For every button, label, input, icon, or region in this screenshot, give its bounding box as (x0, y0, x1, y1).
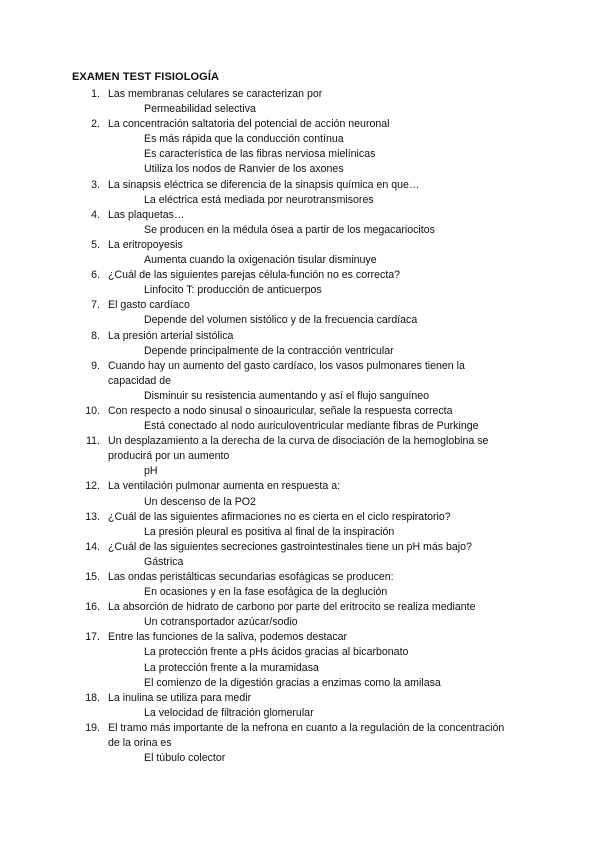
question-line: de la orina es (108, 737, 172, 750)
question-number: 6. (91, 269, 100, 282)
answer-text: Depende del volumen sistólico y de la frecuencia cardíaca (144, 314, 418, 327)
question-number: 17. (85, 631, 100, 644)
question-number: 16. (85, 601, 100, 614)
question-text (72, 329, 542, 344)
question-item (72, 510, 542, 540)
answer-text: En ocasiones y en la fase esofágica de la deglución (144, 586, 388, 599)
question-line: La inulina se utiliza para medir (108, 691, 252, 704)
answer-text: Disminuir su resistencia aumentando y así el flujo sanguíneo (144, 389, 430, 402)
question-line: Las ondas peristálticas secundarias esofágicas se producen: (108, 571, 394, 583)
answer-text: Es más rápida que la conducción contínua (144, 133, 344, 146)
question-item (72, 117, 542, 177)
question-item (72, 178, 542, 208)
question-line: El tramo más importante de la nefrona en cuanto a la regulación de la concentración (108, 721, 505, 734)
answer-text: Un descenso de la PO2 (144, 495, 256, 508)
question-item (72, 268, 542, 298)
answer-text: La velocidad de filtración glomerular (144, 706, 314, 719)
question-text (72, 178, 542, 193)
question-line: La presión arterial sistólica (108, 329, 234, 342)
question-text (72, 540, 542, 555)
question-number: 4. (91, 208, 100, 221)
question-item (72, 238, 542, 268)
answer-text: Gástrica (144, 555, 184, 568)
question-text (72, 87, 542, 102)
question-text (72, 600, 542, 615)
question-line: ¿Cuál de las siguientes secreciones gastrointestinales tiene un pH más bajo? (108, 540, 472, 553)
question-number: 15. (85, 571, 100, 583)
question-text (72, 510, 542, 525)
question-item (72, 630, 542, 690)
question-item (72, 208, 542, 238)
answer-text: Permeabilidad selectiva (144, 103, 256, 116)
question-line: Cuando hay un aumento del gasto cardíaco, los vasos pulmonares tienen la (108, 359, 465, 372)
question-line: La concentración saltatoria del potencial de acción neuronal (108, 118, 390, 131)
question-number: 3. (91, 178, 100, 191)
question-line: Las plaquetas… (108, 208, 185, 221)
answer-text: Está conectado al nodo auriculoventricular mediante fibras de Purkinge (144, 420, 479, 433)
answer-text: pH (144, 465, 158, 478)
answer-text: Un cotransportador azúcar/sodio (144, 616, 298, 629)
answer-text: La eléctrica está mediada por neurotransmisores (144, 193, 374, 206)
answer-text: Aumenta cuando la oxigenación tisular disminuye (144, 254, 377, 267)
question-text (72, 238, 542, 253)
question-number: 1. (91, 88, 100, 100)
question-text (72, 449, 542, 464)
answer-text: La protección frente a pHs ácidos gracias al bicarbonato (144, 646, 409, 659)
question-text (72, 117, 542, 132)
question-item (72, 434, 542, 479)
question-line: Entre las funciones de la saliva, podemos destacar (108, 631, 348, 644)
question-list (72, 87, 542, 766)
question-item (72, 404, 542, 434)
question-line: Con respecto a nodo sinusal o sinoauricular, señale la respuesta correcta (108, 404, 453, 417)
answer-text: Linfocito T: producción de anticuerpos (144, 284, 322, 297)
question-number: 2. (91, 118, 100, 131)
question-text (72, 268, 542, 283)
question-number: 19. (85, 721, 100, 734)
answer-text: Depende principalmente de la contracción ventricular (144, 344, 394, 357)
question-number: 10. (85, 404, 100, 417)
exam-document (72, 70, 542, 766)
question-text (72, 570, 542, 585)
answer-text: La presión pleural es positiva al final de la inspiración (144, 525, 395, 538)
question-number: 14. (85, 540, 100, 553)
exam-title: EXAMEN TEST FISIOLOGÍA (72, 71, 220, 83)
question-text (72, 479, 542, 494)
question-item (72, 721, 542, 766)
question-text (72, 630, 542, 645)
answer-text: Es característica de las fibras nerviosa mielínicas (144, 148, 376, 161)
question-text (72, 359, 542, 374)
answer-text: El comienzo de la digestión gracias a enzimas como la amilasa (144, 676, 441, 689)
question-line: La ventilación pulmonar aumenta en respuesta a: (108, 480, 341, 493)
answer-text: El túbulo colector (144, 752, 226, 765)
question-item (72, 691, 542, 721)
question-item (72, 600, 542, 630)
question-number: 9. (91, 359, 100, 372)
question-text (72, 404, 542, 419)
question-text (72, 691, 542, 706)
question-line: ¿Cuál de las siguientes parejas célula-función no es correcta? (108, 269, 401, 282)
question-item (72, 540, 542, 570)
question-item (72, 479, 542, 509)
question-text (72, 374, 542, 389)
answer-text: La protección frente a la muramidasa (144, 661, 319, 674)
question-number: 7. (91, 299, 100, 312)
question-line: Un desplazamiento a la derecha de la curva de disociación de la hemoglobina se (108, 435, 489, 448)
question-line: La sinapsis eléctrica se diferencia de la sinapsis química en que… (108, 178, 420, 191)
question-item (72, 87, 542, 117)
question-item (72, 298, 542, 328)
question-item (72, 329, 542, 359)
question-number: 11. (86, 435, 100, 448)
question-line: La absorción de hidrato de carbono por parte del eritrocito se realiza mediante (108, 601, 476, 614)
question-number: 8. (91, 329, 100, 342)
question-line: El gasto cardíaco (108, 299, 190, 312)
question-line: Las membranas celulares se caracterizan por (108, 88, 323, 100)
question-text (72, 736, 542, 751)
question-line: producirá por un aumento (108, 450, 230, 463)
question-number: 18. (85, 691, 100, 704)
question-item (72, 570, 542, 600)
answer-text: Utiliza los nodos de Ranvier de los axones (144, 163, 344, 176)
question-line: La eritropoyesis (108, 238, 183, 251)
question-text (72, 434, 542, 449)
question-number: 13. (85, 510, 100, 523)
question-item (72, 359, 542, 404)
question-line: capacidad de (108, 374, 172, 387)
question-number: 12. (85, 480, 100, 493)
question-line: ¿Cuál de las siguientes afirmaciones no es cierta en el ciclo respiratorio? (108, 510, 451, 523)
question-text (72, 208, 542, 223)
question-text (72, 298, 542, 313)
answer-text: Se producen en la médula ósea a partir de los megacariocitos (144, 223, 435, 236)
question-number: 5. (91, 238, 100, 251)
question-text (72, 721, 542, 736)
